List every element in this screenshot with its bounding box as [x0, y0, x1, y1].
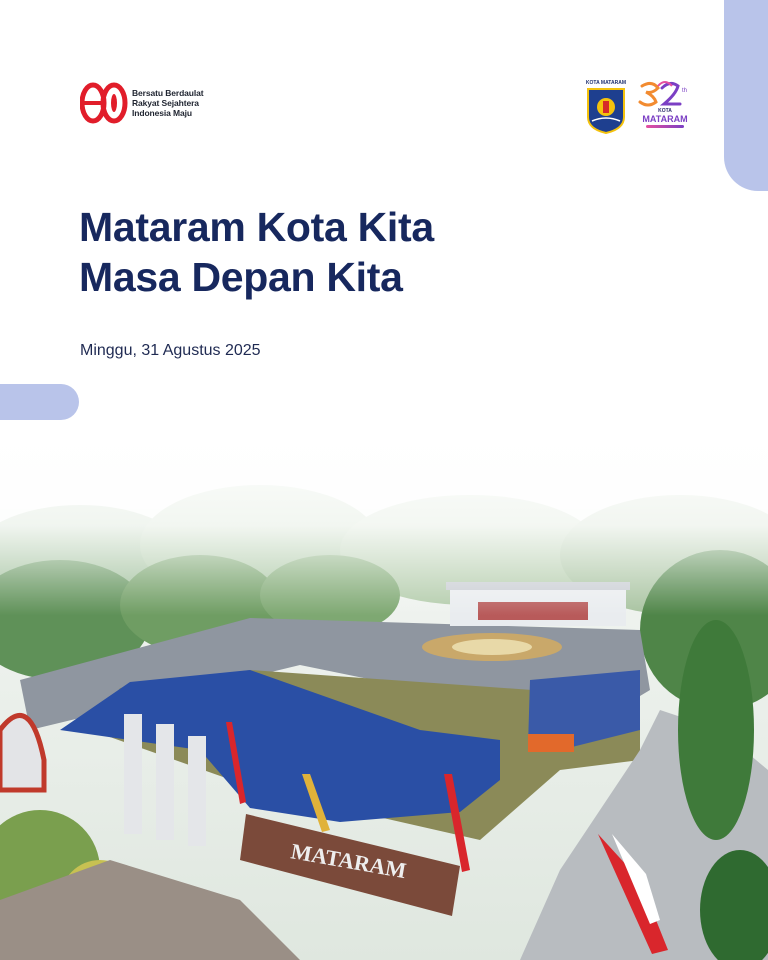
title-line-1: Mataram Kota Kita: [79, 204, 434, 250]
anniversary-32-icon: [638, 80, 692, 108]
decor-corner-top-right: [724, 0, 768, 191]
page-title: [79, 202, 434, 302]
ceremony-photo: [0, 430, 768, 960]
title-line-2: Masa Depan Kita: [79, 254, 403, 300]
tagline-line-3: Indonesia Maju: [132, 108, 192, 118]
logo-80-years: [80, 82, 204, 124]
anniversary-suffix: th: [682, 88, 688, 94]
event-date: Minggu, 31 Agustus 2025: [80, 342, 261, 359]
anniversary-logo: [638, 80, 692, 128]
ceremony-aerial-illustration: [0, 430, 768, 960]
anniversary-mataram: MATARAM: [642, 114, 688, 124]
logo-tagline: [132, 88, 204, 118]
city-crest-shield-icon: [586, 87, 626, 135]
partner-logos: [586, 80, 692, 135]
tagline-line-1: Bersatu Berdaulat: [132, 88, 204, 98]
city-crest: [586, 80, 626, 135]
tagline-line-2: Rakyat Sejahtera: [132, 98, 199, 108]
anniversary-ribbon: [646, 125, 684, 128]
logo-80-icon: [80, 82, 128, 124]
city-crest-caption: KOTA MATARAM: [585, 80, 626, 86]
decor-pill-left: [0, 384, 79, 420]
anniversary-kota: KOTA: [658, 108, 672, 114]
